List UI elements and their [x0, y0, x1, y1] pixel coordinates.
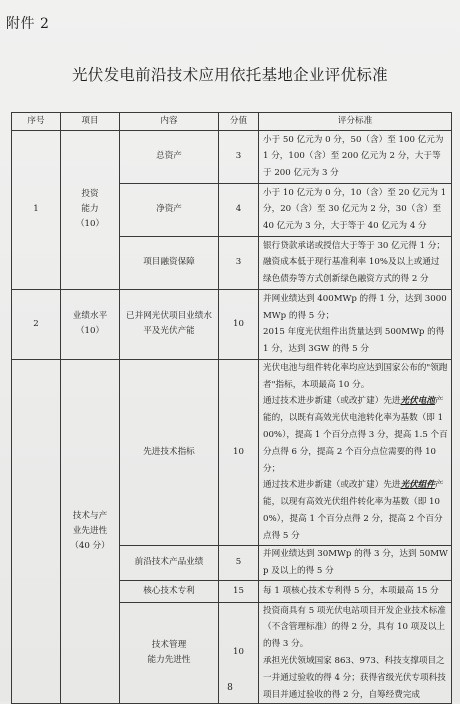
standard-text: 产能，以现有高效光伏组件转化率为基数（即 100%），提高 1 个百分点得 2 分，提高 2 个百分点得 5 分 [263, 480, 444, 541]
score-cell: 10 [219, 359, 259, 545]
attachment-label: 附件 2 [6, 16, 50, 32]
score-cell: 4 [219, 183, 259, 236]
content-cell: 净资产 [120, 183, 219, 236]
row-number-empty [12, 359, 61, 704]
standard-cell: 并网业绩达到 30MWp 的得 3 分，达到 50MWp 及以上的得 5 分 [259, 545, 452, 580]
row-number: 2 [12, 289, 61, 359]
col-header-item: 项目 [61, 113, 120, 131]
standard-cell: 并网业绩达到 400MWp 的得 1 分，达到 3000MWp 的得 5 分； 2015 年度光伏组件出货量达到 500MWp 的得 1 分，达到 3GW 的得 5 分 [259, 289, 452, 359]
standard-cell [259, 359, 452, 545]
content-cell: 已并网光伏项目业绩水平及光伏产能 [120, 289, 219, 359]
standard-intro: 光伏电池与组件转化率均应达到国家公布的"领跑者"指标，本项最高 10 分。 [263, 362, 448, 390]
standard-cell: 投资商具有 5 项光伏电站项目开发企业技术标准（不含管理标准）的得 2 分，具有 10 项及以上的得 3 分。 承担光伏领域国家 863、973、科技支撑项目之一并通过验收的得 4 分；获得省级光伏专项科技项目并通过验收的得 2 分，自筹经费完成 [259, 602, 452, 704]
col-header-standard: 评分标准 [259, 113, 452, 131]
table-row [12, 359, 452, 545]
content-cell: 总资产 [120, 130, 219, 183]
criteria-table [11, 112, 452, 704]
content-cell: 前沿技术产品业绩 [120, 545, 219, 580]
item-cell: 投资 能力 （10） [61, 130, 120, 289]
standard-cell: 每 1 项核心技术专利得 5 分，本项最高 15 分 [259, 580, 452, 602]
standard-text: 通过技术进步新建（或改扩建）先进 [263, 480, 401, 491]
standard-cell: 小于 10 亿元为 0 分，10（含）至 20 亿元为 1 分，20（含）至 30 亿元为 2 分，30（含）至 40 亿元为 3 分，大于等于 40 亿元为 4 分 [259, 183, 452, 236]
standard-cell: 小于 50 亿元为 0 分，50（含）至 100 亿元为 1 分，100（含）至 200 亿元为 2 分，大于等于 200 亿元为 3 分 [259, 130, 452, 183]
standard-text: 产能的，以既有高效光伏电池转化率为基数（即 100%），提高 1 个百分点得 3 分，提高 1.5 个百分点得 6 分，提高 2 个百分点位需要的得 10 分； [263, 396, 448, 474]
col-header-no: 序号 [12, 113, 61, 131]
table-header-row [12, 113, 452, 131]
document-title: 光伏发电前沿技术应用依托基地企业评优标准 [71, 66, 388, 84]
emphasis-text: 光伏电池 [400, 396, 435, 407]
col-header-score: 分值 [219, 113, 259, 131]
col-header-content: 内容 [120, 113, 219, 131]
standard-text: 通过技术进步新建（或改扩建）先进 [263, 396, 401, 407]
standard-cell: 银行贷款承诺或授信大于等于 30 亿元得 1 分；融资成本低于现行基准利率 10%及以上或通过绿色债券等方式创新绿色融资方式的得 2 分 [259, 236, 452, 289]
score-cell: 10 [219, 602, 259, 704]
score-cell: 3 [219, 236, 259, 289]
item-cell: 业绩水平 （10） [61, 289, 120, 359]
score-cell: 10 [219, 289, 259, 359]
table-row [12, 130, 452, 183]
emphasis-text: 光伏组件 [400, 480, 435, 491]
item-cell: 技术与产 业先进性 （40 分） [61, 359, 120, 704]
content-cell: 项目融资保障 [120, 236, 219, 289]
row-number: 1 [12, 130, 61, 289]
content-cell: 核心技术专利 [120, 580, 219, 602]
table-row [12, 289, 452, 359]
page-number: 8 [227, 683, 233, 693]
score-cell: 15 [219, 580, 259, 602]
content-cell: 先进技术指标 [120, 359, 219, 545]
score-cell: 3 [219, 130, 259, 183]
content-cell: 技术管理 能力先进性 [120, 602, 219, 704]
score-cell: 5 [219, 545, 259, 580]
